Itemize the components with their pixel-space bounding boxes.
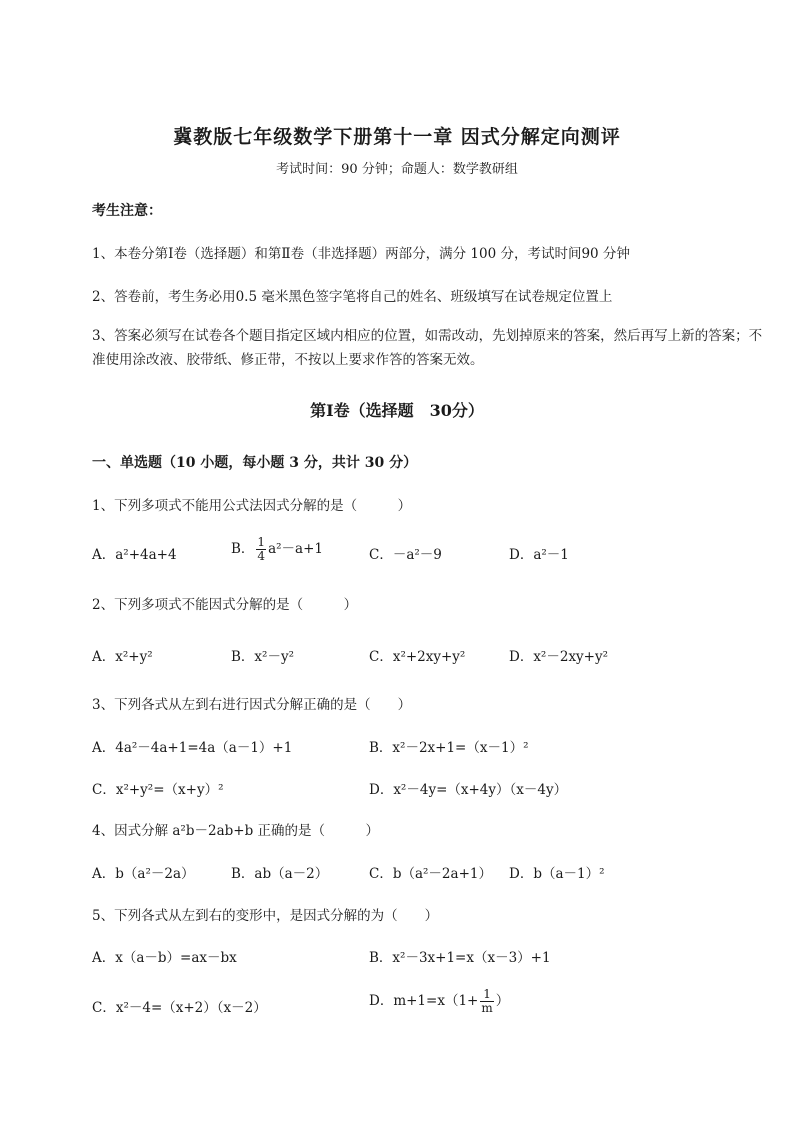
notice-heading: 考生注意： — [92, 203, 162, 219]
option-c[interactable]: C．x²－4=（x+2）（x－2） — [92, 1000, 267, 1016]
fraction — [480, 988, 493, 1015]
option-b[interactable]: B．x²－y² — [231, 649, 294, 665]
option-c[interactable]: C．b（a²－2a+1） — [369, 866, 492, 882]
notice-item: 3、答案必须写在试卷各个题目指定区域内相应的位置，如需改动，先划掉原来的答案，然后再写上新的答案；不准使用涂改液、胶带纸、修正带，不按以上要求作答的答案无效。 — [92, 328, 763, 368]
section-title: 第Ⅰ卷（选择题 30分） — [310, 401, 484, 420]
question-stem: 1、下列多项式不能用公式法因式分解的是（ ） — [92, 498, 412, 514]
option-d-suffix: ） — [495, 993, 510, 1009]
part-title: 一、单选题（10 小题，每小题 3 分，共计 30 分） — [92, 455, 418, 471]
option-c[interactable]: C．x²+2xy+y² — [369, 649, 466, 665]
option-b[interactable] — [231, 536, 323, 563]
fraction-denominator: 4 — [257, 549, 266, 563]
option-a[interactable]: A．x²+y² — [92, 649, 153, 665]
exam-subtitle: 考试时间：90 分钟；命题人：数学教研组 — [276, 162, 518, 177]
option-d-prefix: D．m+1=x（1+ — [369, 993, 479, 1009]
option-c[interactable]: C．－a²－9 — [369, 547, 442, 563]
fraction-denominator: m — [481, 1001, 493, 1015]
option-b-rest: a²－a+1 — [268, 541, 323, 557]
notice-item: 2、答卷前，考生务必用0.5 毫米黑色签字笔将自己的姓名、班级填写在试卷规定位置上 — [92, 289, 613, 305]
question-stem: 2、下列多项式不能因式分解的是（ ） — [92, 597, 358, 613]
option-a[interactable]: A．a²+4a+4 — [92, 547, 177, 563]
page-title: 冀教版七年级数学下册第十一章 因式分解定向测评 — [173, 126, 621, 148]
option-b-prefix: B． — [231, 541, 255, 557]
option-d[interactable]: D．b（a－1）² — [509, 866, 605, 882]
option-b[interactable]: B．x²－2x+1=（x－1）² — [369, 740, 529, 756]
option-c[interactable]: C．x²+y²=（x+y）² — [92, 782, 224, 798]
notice-item: 1、本卷分第Ⅰ卷（选择题）和第Ⅱ卷（非选择题）两部分，满分 100 分，考试时间90 分钟 — [92, 246, 630, 262]
option-a[interactable]: A．x（a－b）=ax－bx — [92, 950, 237, 966]
option-a[interactable]: A．b（a²－2a） — [92, 866, 195, 882]
fraction — [256, 536, 266, 563]
question-stem: 4、因式分解 a²b－2ab+b 正确的是（ ） — [92, 823, 380, 839]
fraction-numerator: 1 — [257, 535, 266, 549]
option-d[interactable]: D．a²－1 — [509, 547, 569, 563]
question-stem: 3、下列各式从左到右进行因式分解正确的是（ ） — [92, 697, 412, 713]
option-a[interactable]: A．4a²－4a+1=4a（a－1）+1 — [92, 740, 293, 756]
option-d[interactable]: D．x²－4y=（x+4y）（x－4y） — [369, 782, 568, 798]
option-d[interactable]: D．x²－2xy+y² — [509, 649, 609, 665]
fraction-numerator: 1 — [480, 988, 493, 1002]
option-b[interactable]: B．ab（a－2） — [231, 866, 329, 882]
question-stem: 5、下列各式从左到右的变形中，是因式分解的为（ ） — [92, 908, 439, 924]
option-b[interactable]: B．x²－3x+1=x（x－3）+1 — [369, 950, 551, 966]
option-d[interactable] — [369, 988, 509, 1015]
